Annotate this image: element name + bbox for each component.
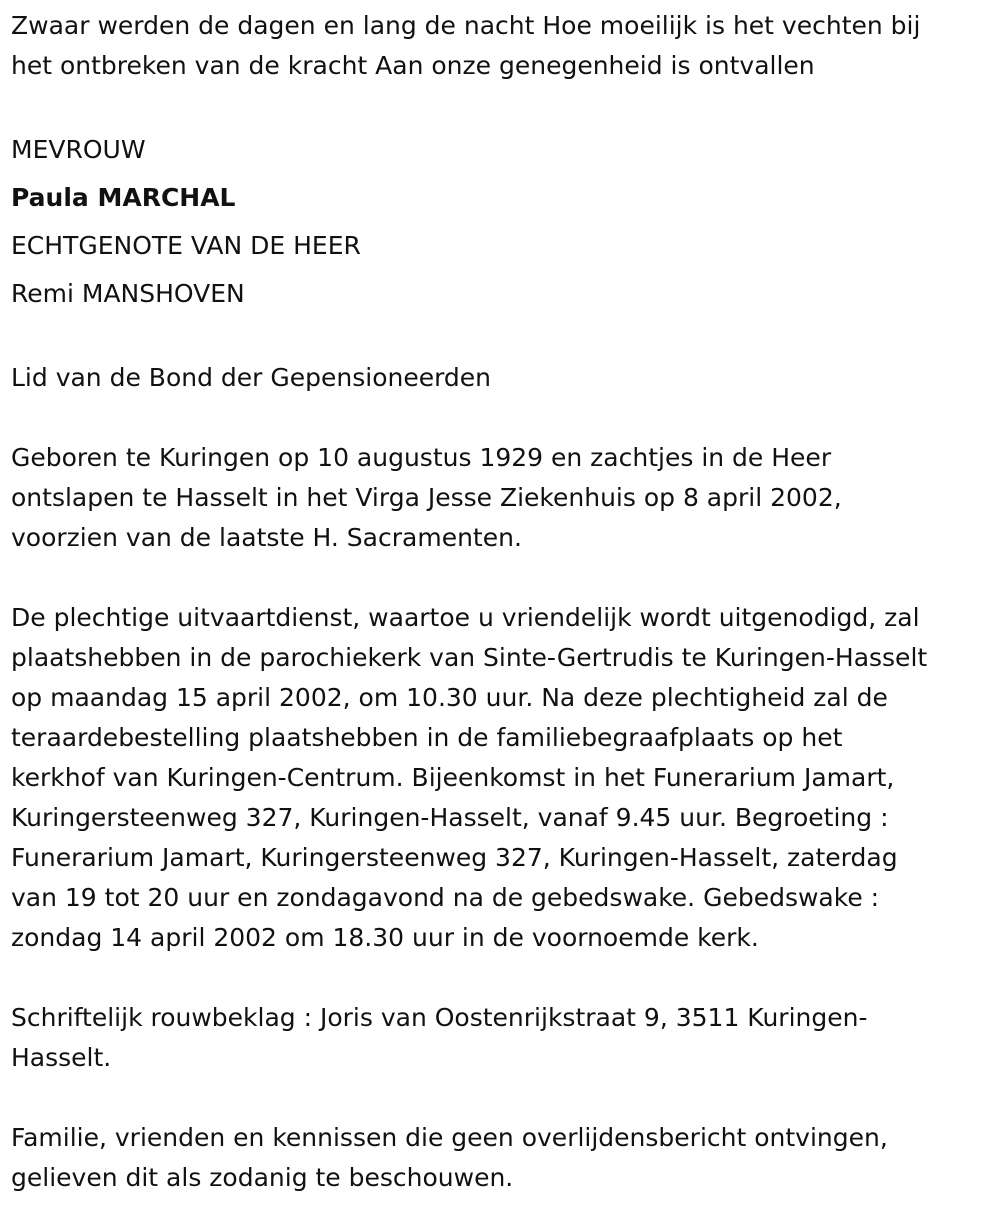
condolences-text: Schriftelijk rouwbeklag : Joris van Oostenrijkstraat 9, 3511 Kuringen- Hasselt. bbox=[11, 1003, 868, 1072]
spacer bbox=[11, 318, 996, 358]
spacer bbox=[11, 86, 996, 126]
funeral-details-text: De plechtige uitvaartdienst, waartoe u vriendelijk wordt uitgenodigd, zal plaatshebben in de parochiekerk van Sinte-Gertrudis te Kuringen-Hasselt op maandag 15 april 2002, om 10.30 uur. Na deze plechtigheid zal de teraardebestelling plaatshebben in de familiebegraafplaats op het kerkhof van Kuringen-Centrum. Bijeenkomst in het Funerarium Jamart, Kuringersteenweg 327, Kuringen-Hasselt, vanaf 9.45 uur. Begroeting : Funerarium Jamart, Kuringersteenweg 327, Kuringen-Hasselt, zaterdag van 19 tot 20 uur en zondagavond na de gebedswake. Gebedswake : zondag 14 april 2002 om 18.30 uur in de voornoemde kerk. bbox=[11, 603, 928, 952]
obituary-document bbox=[11, 6, 996, 1198]
spacer bbox=[11, 958, 996, 998]
poem-text: Zwaar werden de dagen en lang de nacht Hoe moeilijk is het vechten bij het ontbreken van de kracht Aan onze genegenheid is ontvallen bbox=[11, 11, 921, 80]
spacer bbox=[11, 1078, 996, 1118]
closing-note-text: Familie, vrienden en kennissen die geen overlijdensbericht ontvingen, gelieven dit als zodanig te beschouwen. bbox=[11, 1123, 888, 1192]
spacer bbox=[11, 558, 996, 598]
membership-text: Lid van de Bond der Gepensioneerden bbox=[11, 363, 492, 392]
honorific: MEVROUW bbox=[11, 135, 146, 164]
deceased-name: Paula MARCHAL bbox=[11, 183, 236, 212]
spacer bbox=[11, 398, 996, 438]
spouse-name: Remi MANSHOVEN bbox=[11, 279, 245, 308]
spouse-prefix: ECHTGENOTE VAN DE HEER bbox=[11, 231, 361, 260]
birth-death-text: Geboren te Kuringen op 10 augustus 1929 en zachtjes in de Heer ontslapen te Hasselt in het Virga Jesse Ziekenhuis op 8 april 2002, voorzien van de laatste H. Sacramenten. bbox=[11, 443, 842, 552]
